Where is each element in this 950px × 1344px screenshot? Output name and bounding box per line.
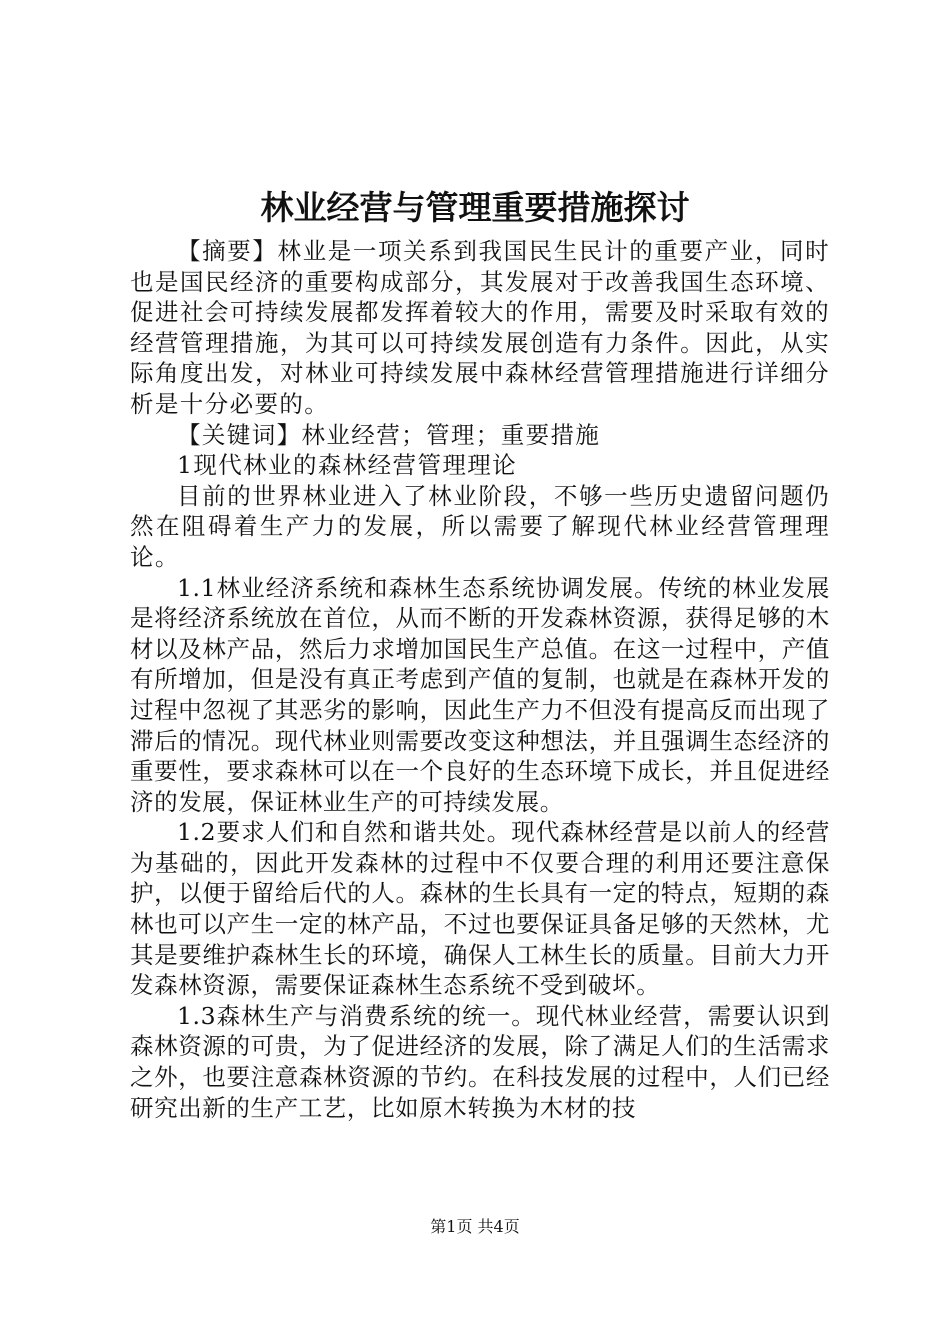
body-paragraph: 目前的世界林业进入了林业阶段，不够一些历史遗留问题仍然在阻碍着生产力的发展，所以需要了解现代林业经营管理理论。 [130,481,830,571]
subsection-1-3-paragraph: 1.3森林生产与消费系统的统一。现代林业经营，需要认识到森林资源的可贵，为了促进经济的发展，除了满足人们的生活需求之外，也要注意森林资源的节约。在科技发展的过程中，人们已经研究出新的生产工艺，比如原木转换为木材的技 [130,1001,830,1122]
abstract-paragraph: 【摘要】林业是一项关系到我国民生民计的重要产业，同时也是国民经济的重要构成部分，其发展对于改善我国生态环境、促进社会可持续发展都发挥着较大的作用，需要及时采取有效的经营管理措施，为其可以可持续发展创造有力条件。因此，从实际角度出发，对林业可持续发展中森林经营管理措施进行详细分析是十分必要的。 [130,237,830,418]
subsection-1-1-paragraph: 1.1林业经济系统和森林生态系统协调发展。传统的林业发展是将经济系统放在首位，从而不断的开发森林资源，获得足够的木材以及林产品，然后力求增加国民生产总值。在这一过程中，产值有所增加，但是没有真正考虑到产值的复制，也就是在森林开发的过程中忽视了其恶劣的影响，因此生产力不但没有提高反而出现了滞后的情况。现代林业则需要改变这种想法，并且强调生态经济的重要性，要求森林可以在一个良好的生态环境下成长，并且促进经济的发展，保证林业生产的可持续发展。 [130,573,830,816]
keywords-paragraph: 【关键词】林业经营；管理；重要措施 [177,420,601,449]
page-number-footer: 第1页 共4页 [430,1217,520,1236]
document-body [130,236,830,1123]
document-title: 林业经营与管理重要措施探讨 [260,188,690,227]
section-heading-1: 1现代林业的森林经营管理理论 [177,451,518,480]
subsection-1-2-paragraph: 1.2要求人们和自然和谐共处。现代森林经营是以前人的经营为基础的，因此开发森林的过程中不仅要合理的利用还要注意保护，以便于留给后代的人。森林的生长具有一定的特点，短期的森林也可以产生一定的林产品，不过也要保证具备足够的天然林，尤其是要维护森林生长的环境，确保人工林生长的质量。目前大力开发森林资源，需要保证森林生态系统不受到破坏。 [130,818,830,1000]
